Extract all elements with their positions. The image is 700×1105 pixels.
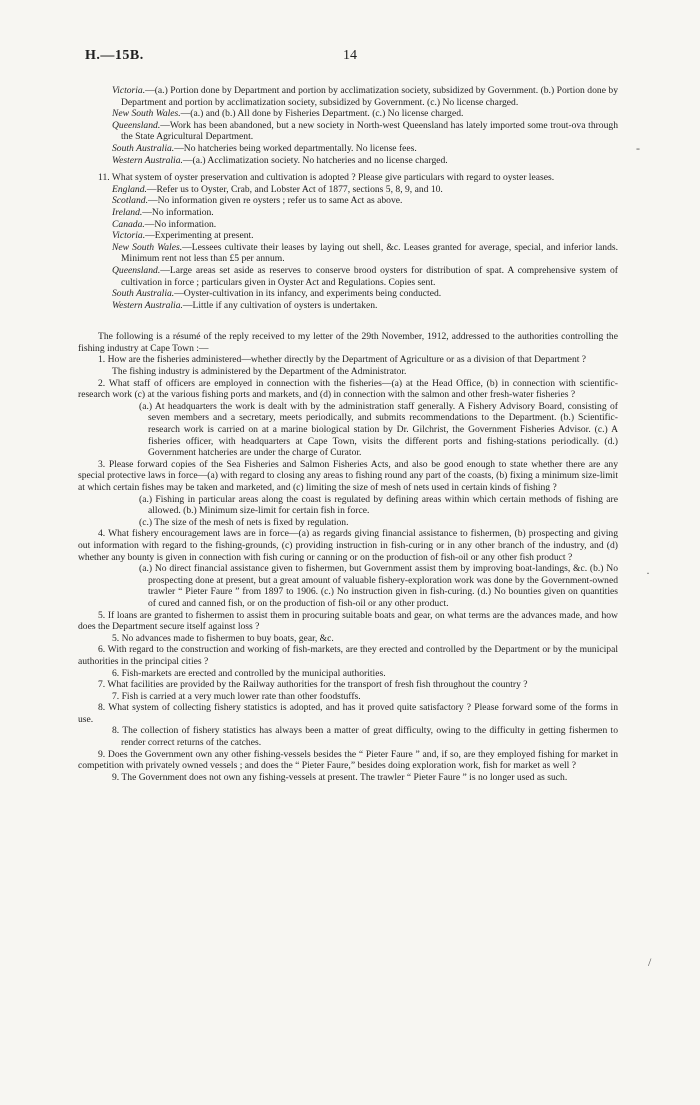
state-entry: South Australia.—No hatcheries being worked departmentally. No license fees.: [112, 142, 417, 154]
document-body: [78, 85, 618, 783]
country-entry: South Australia.—Oyster-cultivation in its infancy, and experiments being conducted.: [112, 288, 442, 300]
country-entry: Scotland.—No information given re oysters ; refer us to same Act as above.: [112, 195, 403, 207]
cape-town-intro: The following is a résumé of the reply received to my letter of the 29th November, 1912, addressed to the authorities controlling the fishing industry at Cape Town :—: [78, 331, 618, 354]
answer-1: The fishing industry is administered by the Department of the Administrator.: [112, 366, 407, 378]
country-entry: Western Australia.—Little if any cultivation of oysters is undertaken.: [112, 299, 378, 311]
answer-3-c: (c.) The size of the mesh of nets is fixed by regulation.: [139, 516, 349, 528]
question-6: 6. With regard to the construction and working of fish-markets, are they erected and controlled by the Department or by the municipal authorities in the principal cities ?: [78, 644, 618, 667]
question-8: 8. What system of collecting fishery statistics is adopted, and has it proved quite satisfactory ? Please forward some of the forms in use.: [78, 702, 618, 725]
answer-9: 9. The Government does not own any fishing-vessels at present. The trawler “ Pieter Faure ” is no longer used as such.: [112, 771, 568, 783]
country-entry: England.—Refer us to Oyster, Crab, and Lobster Act of 1877, sections 5, 8, 9, and 10.: [112, 183, 443, 195]
question-2: 2. What staff of officers are employed in connection with the fisheries—(a) at the Head Office, (b) in connection with scientific-research work (c) at the various fishing ports and markets, and (d) in connection with the salmon and other fresh-water fisheries ?: [78, 377, 618, 401]
answer-4: (a.) No direct financial assistance given to fishermen, but Government assist them by improving boat-landings, &c. (b.) No prospecting done at present, but a great amount of valuable fishery-exploration work was done by the Government-owned trawler “ Pieter Faure ” from 1897 to 1906. (c.) No instruction given in fish-curing. (d.) No bounties given on quantities of cured and canned fish, or on the production of fish-oil or any other product.: [139, 563, 618, 609]
state-entry: Queensland.—Work has been abandoned, but a new society in North-west Queensland has lately imported some trout-ova through the State Agricultural Department.: [112, 119, 618, 143]
question-4: 4. What fishery encouragement laws are in force—(a) as regards giving financial assistance to fishermen, (b) prospecting and giving out information with regard to the fishing-grounds, (c) providing instruction in fish-curing or in any other branch of the industry, and (d) whether any bounty is given in connection with fish curing or canning or on the production of fish-oil or any other fish product ?: [78, 528, 618, 563]
country-entry: Ireland.—No information.: [112, 206, 214, 218]
answer-2: (a.) At headquarters the work is dealt with by the administration staff generally. A Fishery Advisory Board, consisting of seven members and a secretary, meets periodically, and submits recommendations to the Department. (b.) Scientific-research work is carried on at a marine biological station by Dr. Gilchrist, the Government Fisheries Advisor. (c.) A fisheries officer, with headquarters at Cape Town, visits the different ports and fishing-stations periodically. (d.) Government hatcheries are under the charge of Curator.: [139, 400, 618, 459]
state-entry: Victoria.—(a.) Portion done by Department and portion by acclimatization society, subsidized by Government. (b.) Portion done by Department and portion by acclimatization society, subsidized by Government. (c.) No license charged.: [112, 85, 618, 108]
section-oyster-countries: [78, 184, 618, 312]
question-11: 11. What system of oyster preservation and cultivation is adopted ? Please give particulars with regard to oyster leases.: [98, 172, 555, 184]
margin-mark-3: /: [648, 955, 652, 969]
page-number: 14: [343, 48, 357, 63]
country-entry: New South Wales.—Lessees cultivate their leases by laying out shell, &c. Leases granted for average, special, and inferior lands. Minimum rent not less than £5 per annum.: [112, 241, 618, 265]
question-7: 7. What facilities are provided by the Railway authorities for the transport of fresh fish throughout the country ?: [98, 679, 528, 691]
answer-5: 5. No advances made to fishermen to buy boats, gear, &c.: [112, 632, 334, 644]
section-hatcheries-states: [78, 85, 618, 166]
state-entry: New South Wales.—(a.) and (b.) All done by Fisheries Department. (c.) No license charged.: [112, 108, 464, 120]
answer-3-ab: (a.) Fishing in particular areas along the coast is regulated by defining areas within which certain methods of fishing are allowed. (b.) Minimum size-limit for certain fish in force.: [139, 493, 618, 517]
answer-6: 6. Fish-markets are erected and controlled by the municipal authorities.: [112, 667, 386, 679]
country-entry: Queensland.—Large areas set aside as reserves to conserve brood oysters for distribution of spat. A comprehensive system of cultivation in force ; particulars given in Oyster Act and Regulations. Copies sent.: [112, 264, 618, 288]
answer-7: 7. Fish is carried at a very much lower rate than other foodstuffs.: [112, 690, 361, 702]
country-entry: Canada.—No information.: [112, 218, 217, 230]
margin-mark-2: ·: [646, 566, 650, 580]
document-reference: H.—15B.: [85, 48, 144, 63]
question-5: 5. If loans are granted to fishermen to assist them in procuring suitable boats and gear, on what terms are the advances made, and how does the Department secure itself against loss ?: [78, 609, 618, 633]
state-entry: Western Australia.—(a.) Acclimatization society. No hatcheries and no license charged.: [112, 154, 448, 166]
question-3: 3. Please forward copies of the Sea Fisheries and Salmon Fisheries Acts, and also be good enough to state whether there are any special protective laws in force—(a) with regard to closing any areas to fishing round any part of the coasts, (b) fixing a minimum size-limit at which certain fishes may be taken and marketed, and (c) limiting the size of mesh of nets used in certain kinds of fishing ?: [78, 458, 618, 493]
answer-8: 8. The collection of fishery statistics has always been a matter of great difficulty, owing to the difficulty in getting fishermen to render correct returns of the catches.: [112, 725, 618, 749]
margin-mark-1: -: [636, 141, 640, 155]
question-1: 1. How are the fisheries administered—whether directly by the Department of Agriculture or as a division of that Department ?: [98, 354, 587, 366]
country-entry: Victoria.—Experimenting at present.: [112, 230, 254, 242]
question-9: 9. Does the Government own any other fishing-vessels besides the “ Pieter Faure ” and, if so, are they employed fishing for market in competition with privately owned vessels ; and does the “ Pieter Faure,” besides doing exploration work, fish for market as well ?: [78, 748, 618, 772]
